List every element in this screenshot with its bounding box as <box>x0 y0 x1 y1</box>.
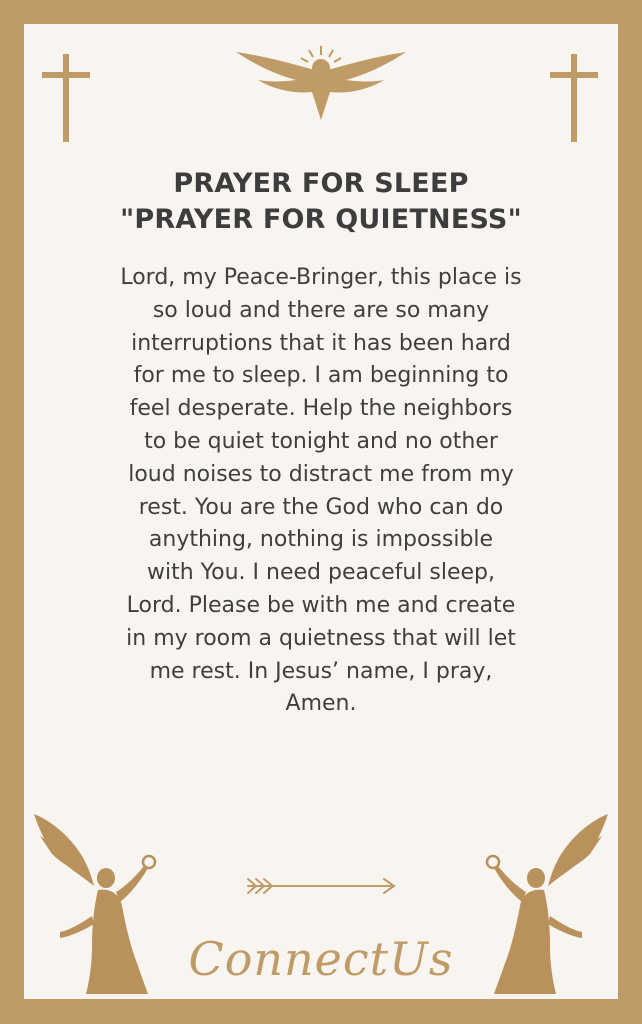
prayer-body <box>54 262 588 721</box>
prayer-line: Lord, my Peace-Bringer, this place is <box>120 265 522 290</box>
arrow-icon <box>244 876 398 896</box>
title-line-1: PRAYER FOR SLEEP <box>173 168 469 199</box>
prayer-line: me rest. In Jesus’ name, I pray, <box>149 658 493 684</box>
prayer-line: for me to sleep. I am beginning to <box>133 363 509 389</box>
prayer-line: Lord. Please be with me and create <box>126 592 516 618</box>
prayer-line: loud noises to distract me from my <box>128 461 514 487</box>
cross-icon <box>42 54 92 144</box>
prayer-line: feel desperate. Help the neighbors <box>129 396 513 422</box>
prayer-line: so loud and there are so many <box>152 297 490 323</box>
brand-logo: ConnectUs <box>188 932 454 986</box>
prayer-line: in my room a quietness that will let <box>126 625 516 651</box>
title-line-2: "PRAYER FOR QUIETNESS" <box>120 204 522 235</box>
winged-sun-icon <box>234 42 408 122</box>
prayer-line: Amen. <box>285 691 357 717</box>
prayer-card <box>24 24 618 999</box>
prayer-line: anything, nothing is impossible <box>148 527 494 553</box>
cross-icon <box>550 54 600 144</box>
prayer-line: interruptions that it has been hard <box>131 330 511 356</box>
prayer-title <box>24 166 618 238</box>
prayer-line: to be quiet tonight and no other <box>144 428 498 454</box>
prayer-line: with You. I need peaceful sleep, <box>146 560 496 586</box>
prayer-line: rest. You are the God who can do <box>138 494 504 520</box>
